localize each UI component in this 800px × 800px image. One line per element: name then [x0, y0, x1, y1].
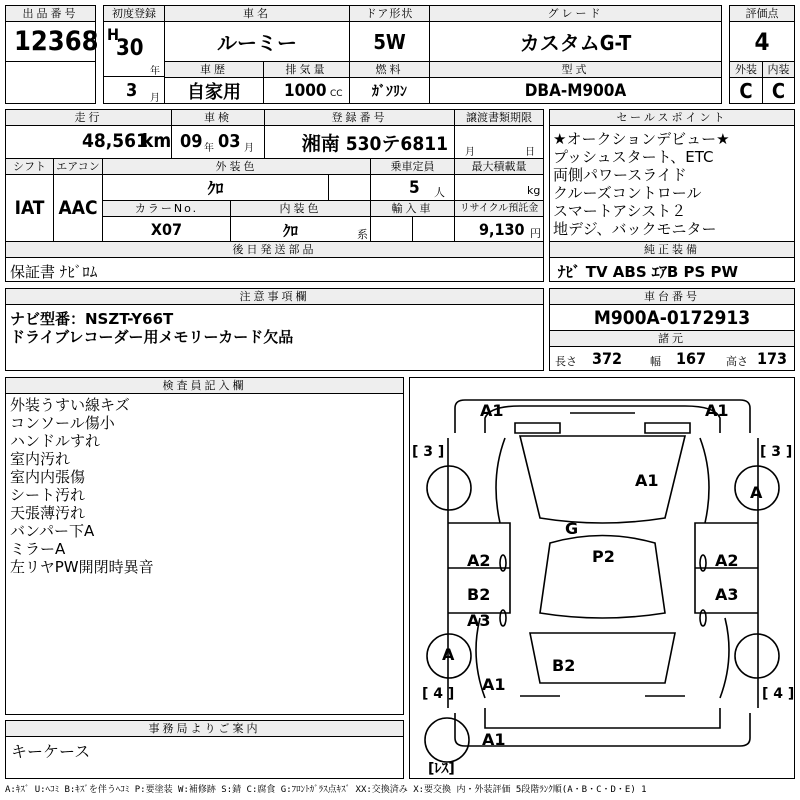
sales-point: 地デジ、バックモニター [553, 220, 717, 238]
damage-mark: A [442, 645, 455, 664]
score: 4 [729, 21, 795, 62]
reg-no-label: 登録番号 [264, 109, 455, 126]
inspector-line: 室内内張傷 [10, 468, 86, 486]
exterior-grade: C [729, 77, 763, 104]
history-label: 車歴 [164, 61, 264, 78]
reg-year: 30 [116, 36, 144, 61]
lot-no-label: 出品番号 [5, 5, 96, 22]
damage-mark: A1 [482, 675, 506, 694]
displacement-label: 排気量 [263, 61, 350, 78]
office-value: キーケース [11, 742, 91, 761]
inspector-line: ハンドルすれ [10, 432, 101, 450]
displacement [263, 77, 350, 104]
import-2 [412, 216, 455, 242]
damage-mark: A [750, 483, 763, 502]
transfer-month: 月 [465, 147, 475, 158]
inspection-date [171, 125, 265, 159]
model-code-label: 型式 [429, 61, 722, 78]
office-label: 事務局よりご案内 [5, 720, 404, 737]
ext-color-blank [328, 174, 371, 201]
reg-month-unit: 月 [150, 93, 160, 104]
mileage [5, 125, 172, 159]
inspection-label: 車検 [171, 109, 265, 126]
era: H [107, 25, 120, 44]
insp-year-unit: 年 [204, 143, 214, 154]
chassis-label: 車台番号 [549, 288, 795, 305]
car-diagram [410, 378, 796, 780]
score-label: 評価点 [729, 5, 795, 22]
inspector-line: シート汚れ [10, 486, 86, 504]
reg-no: 湘南 530テ6811 [264, 125, 455, 159]
later-parts-value: 保証書 ﾅﾋﾞﾛﾑ [10, 263, 98, 281]
equipment [549, 257, 795, 282]
ac-label: エアコン [53, 158, 103, 175]
sales-point: ★オークションデビュー★ [553, 130, 730, 148]
equipment-label: 純正装備 [549, 241, 795, 258]
car-name: ルーミー [164, 21, 350, 62]
sales-points-label: セールスポイント [549, 109, 795, 126]
door-label: ドア形状 [349, 5, 430, 22]
damage-mark: A2 [467, 551, 491, 570]
chassis-no: M900A-0172913 [549, 304, 795, 331]
fuel: ｶﾞｿﾘﾝ [349, 77, 430, 104]
recycle-value: 9,130 [479, 220, 525, 239]
damage-mark: [ 4 ] [762, 686, 795, 702]
legend: A:ｷｽﾞ U:ﾍｺﾐ B:ｷｽﾞを伴うﾍｺﾐ P:要塗装 W:補修跡 S:錆 C:腐食 G:ﾌﾛﾝﾄｶﾞﾗｽ点ｷｽﾞ XX:交換済み X:要交換 内・外装評価 5段階ﾗﾝｸ順(A・B・C・D・E) 1 [5, 785, 647, 795]
first-reg-month [103, 76, 165, 104]
car-diagram-box [409, 377, 795, 779]
displacement-value: 1000 [284, 81, 327, 101]
inspector-line: バンパー下A [10, 522, 95, 540]
notes [5, 304, 544, 371]
insp-month: 03 [218, 131, 241, 152]
interior-label: 内装 [762, 61, 795, 78]
transfer-day: 日 [525, 147, 535, 158]
mileage-unit: km [142, 130, 172, 152]
dimensions [549, 346, 795, 371]
displacement-unit: CC [330, 89, 343, 99]
length: 372 [592, 349, 623, 368]
inspector-label: 検査員記入欄 [5, 377, 404, 394]
later-parts [5, 257, 544, 282]
color-no: X07 [102, 216, 231, 242]
recycle [454, 216, 544, 242]
model-code: DBA-M900A [429, 77, 722, 104]
grade: カスタムG-T [429, 21, 722, 62]
reg-month: 3 [126, 80, 138, 101]
ext-color-label: 外装色 [102, 158, 371, 175]
damage-mark: A1 [480, 401, 504, 420]
capacity-label: 乗車定員 [370, 158, 455, 175]
capacity-unit: 人 [434, 186, 445, 199]
inspector-line: コンソール傷小 [10, 414, 115, 432]
first-reg-label: 初度登録 [103, 5, 165, 22]
lot-no: 12368 [5, 21, 96, 62]
damage-mark: [ 3 ] [760, 444, 793, 460]
height-label: 高さ [726, 355, 748, 368]
damage-mark: B2 [467, 585, 491, 604]
insp-year: 09 [180, 131, 203, 152]
transfer-label: 譲渡書類期限 [454, 109, 544, 126]
reg-year-unit: 年 [150, 66, 160, 77]
grade-label: グレード [429, 5, 722, 22]
fuel-label: 燃料 [349, 61, 430, 78]
notes-label: 注意事項欄 [5, 288, 544, 305]
first-reg-year [103, 21, 165, 77]
lot-no-blank [5, 61, 96, 104]
max-load-unit: kg [527, 184, 541, 197]
damage-mark: A3 [467, 611, 491, 630]
transfer-deadline [454, 125, 544, 159]
capacity-value: 5 [409, 178, 420, 198]
interior-grade: C [762, 77, 795, 104]
damage-mark: A1 [635, 471, 659, 490]
sales-point: 両側パワースライド [553, 166, 687, 184]
import-1 [370, 216, 413, 242]
color-no-label: カラーNo. [102, 200, 231, 217]
inspector-line: 天張薄汚れ [10, 504, 86, 522]
damage-mark: A3 [715, 585, 739, 604]
mileage-value: 48,561 [82, 130, 148, 152]
ext-color: ｸﾛ [102, 174, 329, 201]
damage-mark: A2 [715, 551, 739, 570]
damage-mark: A1 [705, 401, 729, 420]
width: 167 [676, 349, 707, 368]
int-color [230, 216, 371, 242]
damage-mark: [ﾚｽ] [428, 761, 455, 777]
sales-point: プッシュスタート、ETC [553, 148, 714, 166]
width-label: 幅 [650, 355, 661, 368]
damage-mark: A1 [482, 730, 506, 749]
history: 自家用 [164, 77, 264, 104]
office-notes [5, 736, 404, 779]
height: 173 [757, 349, 788, 368]
recycle-unit: 円 [530, 227, 541, 240]
insp-month-unit: 月 [244, 143, 254, 154]
spec-label: 諸元 [549, 330, 795, 347]
max-load-label: 最大積載量 [454, 158, 544, 175]
damage-mark: B2 [552, 656, 576, 675]
ac: AAC [53, 174, 103, 242]
int-color-label: 内装色 [230, 200, 371, 217]
shift: IAT [5, 174, 54, 242]
damage-mark: G [565, 519, 579, 538]
damage-mark: P2 [592, 547, 615, 566]
mileage-label: 走行 [5, 109, 172, 126]
int-color-value: ｸﾛ [283, 222, 299, 240]
damage-mark: [ 4 ] [422, 686, 455, 702]
equipment-value: ﾅﾋﾞ TV ABS ｴｱB PS PW [558, 263, 739, 281]
shift-label: シフト [5, 158, 54, 175]
note-line: ドライブレコーダー用メモリーカード欠品 [10, 328, 294, 346]
int-color-unit: 系 [357, 228, 368, 241]
note-line: ナビ型番：NSZT-Y66T [10, 310, 174, 328]
inspector-line: 室内汚れ [10, 450, 71, 468]
max-load [454, 174, 544, 201]
import-label: 輸入車 [370, 200, 455, 217]
sales-point: スマートアシスト２ [553, 202, 687, 220]
later-parts-label: 後日発送部品 [5, 241, 544, 258]
damage-mark: [ 3 ] [412, 444, 445, 460]
recycle-label: リサイクル預託金 [454, 200, 544, 217]
length-label: 長さ [555, 355, 577, 368]
sales-point: クルーズコントロール [553, 184, 702, 202]
door-type: 5W [349, 21, 430, 62]
inspector-line: ミラーA [10, 540, 66, 558]
inspector-line: 外装うすい線キズ [10, 396, 130, 414]
sales-points [549, 125, 795, 242]
exterior-label: 外装 [729, 61, 763, 78]
inspector-line: 左リヤPW開閉時異音 [10, 558, 154, 576]
car-name-label: 車名 [164, 5, 350, 22]
inspector-notes [5, 393, 404, 715]
capacity [370, 174, 455, 201]
